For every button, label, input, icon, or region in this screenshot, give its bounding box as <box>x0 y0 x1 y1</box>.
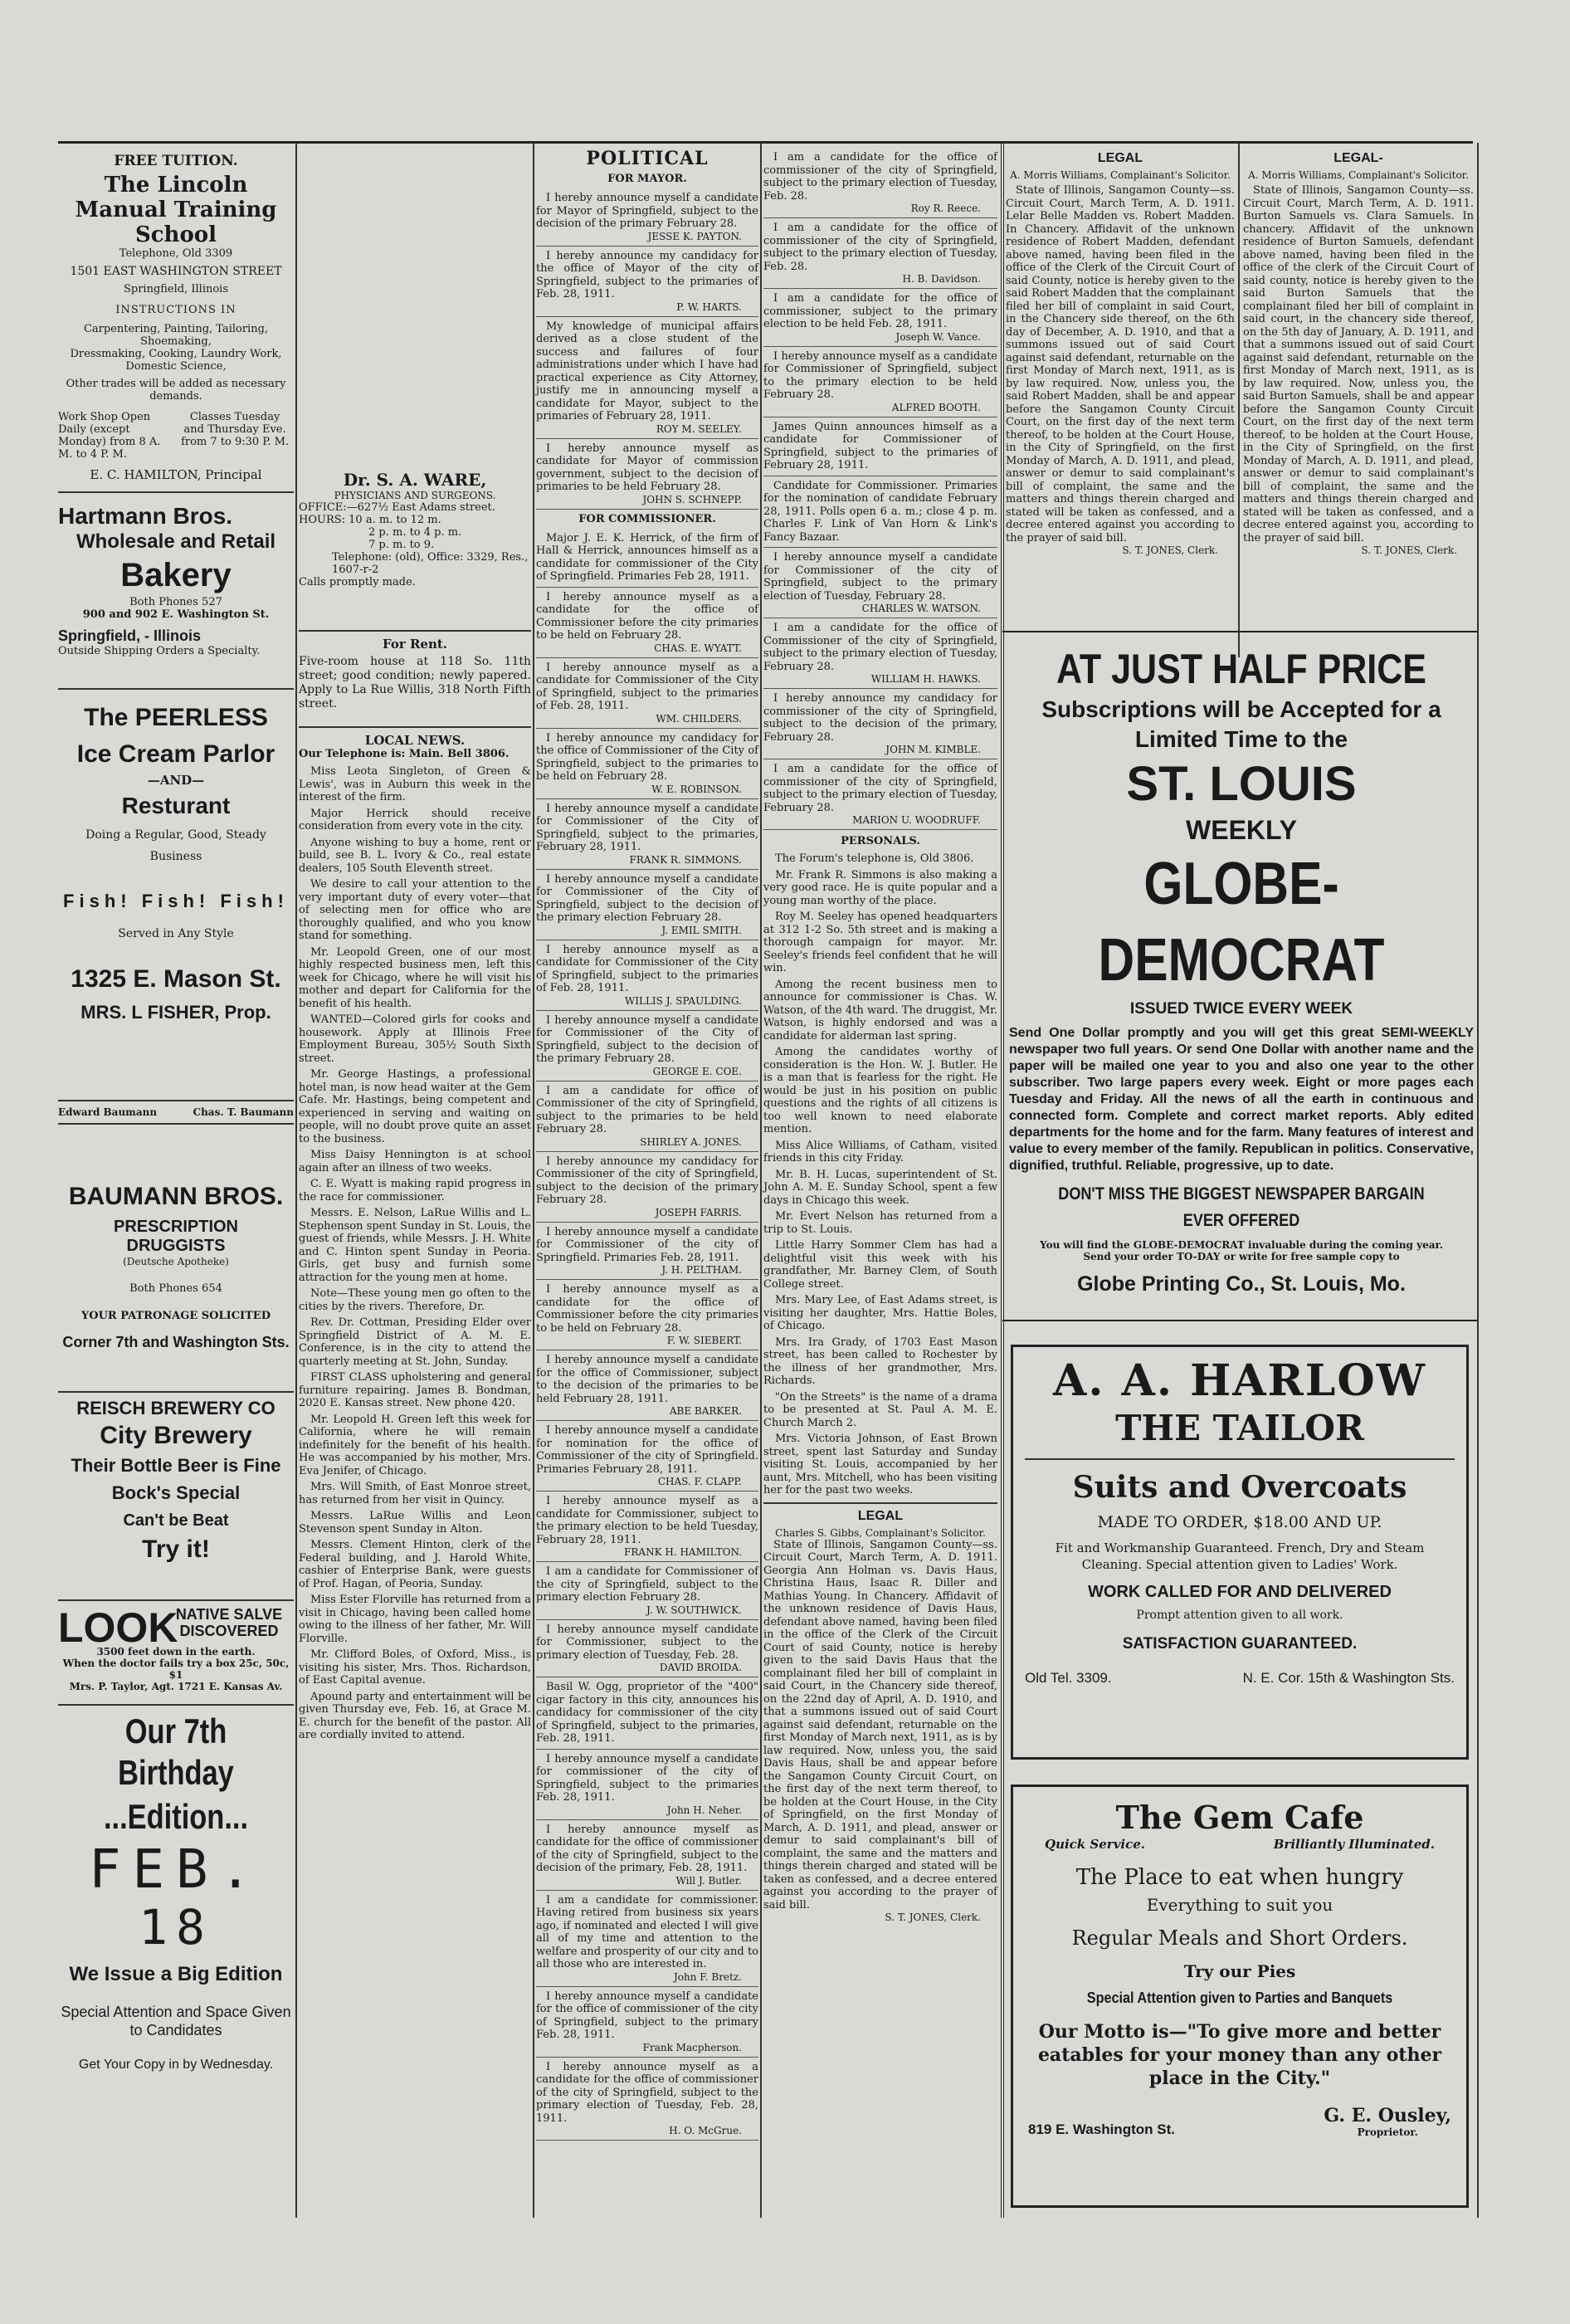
candidate-name: FRANK H. HAMILTON. <box>624 1546 742 1558</box>
school-name: The Lincoln Manual Training School <box>75 173 277 247</box>
announcement-text: Candidate for Commissioner. Primaries for the nomination of candidate February 28, 1911. Polls open 6 a. m.; close 4 p. m. Charles F. Link of Van Horn & Link's Fancy Bazaar. <box>763 479 997 544</box>
bday-l2: ...Edition... <box>103 1797 249 1836</box>
announcement-text: I hereby announce myself a candidate for the office of commissioner of the city of Springfield, subject to the primary Feb. 28, 1911. <box>536 1990 758 2041</box>
bakery-l1: Hartmann Bros. <box>58 503 233 529</box>
announcement-text: I hereby announce myself as a candidate for Commissioner of the City of Springfield, subject to the primaries of Feb. 28, 1911. <box>536 943 758 994</box>
announcement-text: I am a candidate for Commissioner of the city of Springfield, subject to the primary election February 28. <box>536 1565 758 1604</box>
school-note: Other trades will be added as necessary demands. <box>66 378 286 403</box>
col4-legal-body: State of Illinois, Sangamon County—ss. Circuit Court, March Term, A. D. 1911. Georgia Ann Holman vs. Davis Haus, Christina Haus, Isaac R. Diller and Mathias Young. In Chancery. Affidavit of the unknown residence of Davis Haus, defendant above named, having been filed in the office of the Clerk of the Circuit Court of said County, notice is hereby given to the said Davis Haus that the complainant filed her bill of complaint in said Court, in the Chancery side thereof, on the 22nd day of April, A. D. 1910, and that a summons issued out of said Court against said defendant, returnable on the first Monday of March next, 1911, as is by law required. Now, unless you, the said Davis Haus, shall be and appear before the Sangamon County Circuit Court, on the first day of the next term thereof, to be holden at the Court House, in the City of Springfield, on the first Monday of March, A. D. 1911, and plead, answer or demur to said complainant's bill of complaint, the same and the matters and things therein charged and stated will be taken as confessed, and a decree entered against you according to the prayer of said bill. <box>763 1538 997 1911</box>
brew-l5: Can't be Beat <box>123 1511 229 1530</box>
candidate-announcement <box>536 1891 758 1987</box>
candidate-name: JOHN S. SCHNEPP. <box>642 493 742 505</box>
candidate-name: Roy R. Reece. <box>910 203 981 214</box>
harlow-l8: SATISFACTION GUARANTEED. <box>1122 1635 1358 1653</box>
candidate-announcement <box>536 1081 758 1152</box>
candidate-announcement <box>536 1421 758 1492</box>
personals-head: PERSONALS. <box>841 835 920 847</box>
gem-l4: The Place to eat when hungry <box>1075 1865 1404 1890</box>
candidate-name: J. H. PELTHAM. <box>661 1264 742 1276</box>
salve-big: LOOK <box>58 1604 178 1651</box>
news-item: Mr. Clifford Boles, of Oxford, Miss., is visiting his sister, Mrs. Thos. Richardson, of East Capital avenue. <box>299 1648 531 1687</box>
candidate-name: WILLIAM H. HAWKS. <box>870 673 981 685</box>
news-item: Mrs. Ira Grady, of 1703 East Mason street, has been called to Rochester by the illness of her grandmother, Mrs. Richards. <box>763 1335 997 1387</box>
legal2-sig: S. T. JONES, Clerk. <box>1361 544 1457 556</box>
news-item: Miss Leota Singleton, of Green & Lewis', was in Auburn this week in the interest of the firm. <box>299 765 531 803</box>
forrent-head: For Rent. <box>382 637 448 652</box>
personals-list <box>763 852 997 1497</box>
salve-l1: NATIVE SALVE DISCOVERED <box>175 1606 283 1639</box>
harlow-l5: Fit and Workmanship Guaranteed. French, Dry and Steam Cleaning. Special attention given to Ladies' Work. <box>1055 1540 1425 1572</box>
school-phone: Telephone, Old 3309 <box>119 247 233 260</box>
announcement-text: I hereby announce myself as a candidate for the office of Commissioner before the city primaries to be held on February 28. <box>536 590 758 642</box>
candidate-name: Frank Macpherson. <box>642 2041 742 2053</box>
school-tag: FREE TUITION. <box>114 153 238 169</box>
globe-l1: AT JUST HALF PRICE <box>1056 646 1426 692</box>
ware-hours2: 2 p. m. to 4 p. m. <box>368 526 462 539</box>
col4-legal-sol: Charles S. Gibbs, Complainant's Solicitor. <box>775 1526 986 1539</box>
gem-owner <box>1324 2105 1451 2138</box>
comm-head: FOR COMMISSIONER. <box>578 512 716 525</box>
announcement-text: I hereby announce myself a candidate for the office of Commissioner, subject to the decision of the primaries to be held February 28, 1911. <box>536 1354 758 1405</box>
globe-l2: Subscriptions will be Accepted for a Limited Time to the <box>1041 696 1441 752</box>
birthday-ad <box>58 1706 294 2072</box>
candidate-name: JESSE K. PAYTON. <box>647 230 742 242</box>
ic-l1: The PEERLESS <box>84 704 268 731</box>
globe-bottom-rule <box>1002 1320 1477 1321</box>
announcement-text: I hereby announce myself a candidate for Commissioner of the city of Springfield, subject to the primary election of Tuesday, February 28. <box>763 551 997 603</box>
candidate-announcement <box>536 799 758 870</box>
column-rule <box>1477 143 1479 2218</box>
candidate-announcement <box>536 1677 758 1750</box>
candidate-announcement <box>536 1152 758 1223</box>
school-line1: Carpentering, Painting, Tailoring, Shoemaking, <box>83 323 269 348</box>
announcement-text: James Quinn announces himself as a candidate for Commissioner of Springfield, subject to the primaries of February 28, 1911. <box>763 420 997 471</box>
news-item: Major Herrick should receive consideration from every vote in the city. <box>299 807 531 832</box>
candidate-name: H. O. McGrue. <box>669 2125 742 2136</box>
legal1-sig: S. T. JONES, Clerk. <box>1122 544 1218 556</box>
candidate-announcement <box>536 1350 758 1421</box>
globe-l8: You will find the GLOBE-DEMOCRAT invaluable during the coming year. Send your order TO-DAY or write for free sample copy to <box>1040 1239 1443 1262</box>
candidate-name: P. W. HARTS. <box>676 300 742 313</box>
globe-l6: ISSUED TWICE EVERY WEEK <box>1129 1000 1353 1018</box>
baumann-l4: Both Phones 654 <box>129 1282 222 1295</box>
candidate-name: MARION U. WOODRUFF. <box>852 814 981 826</box>
mayor-head: FOR MAYOR. <box>607 173 687 185</box>
brewery-ad <box>58 1393 294 1601</box>
col4-legal-sig: S. T. JONES, Clerk. <box>885 1911 981 1923</box>
school-line3: Domestic Science, <box>125 360 227 373</box>
localnews-head: LOCAL NEWS. <box>364 733 466 748</box>
globe-l5: GLOBE-DEMOCRAT <box>1098 851 1385 994</box>
column-1 <box>58 148 294 493</box>
candidate-announcement <box>763 347 997 417</box>
school-city: Springfield, Illinois <box>123 283 229 295</box>
candidate-announcement <box>536 188 758 247</box>
news-item: Mr. Leopold Green, one of our most highly respected business men, left this week for Chicago, where he will visit his mother and depart for California for the benefit of his health. <box>299 945 531 1010</box>
harlow-l10: N. E. Cor. 15th & Washington Sts. <box>1242 1670 1455 1686</box>
brew-l1: REISCH BREWERY CO <box>76 1398 275 1418</box>
announcement-text: I hereby announce myself as a candidate for the office of Commissioner before the city primaries to be held on February 28. <box>536 1283 758 1335</box>
candidate-announcement <box>763 476 997 549</box>
candidate-name: J. W. SOUTHWICK. <box>646 1604 742 1616</box>
bday-l6: Special Attention and Space Given to Candidates <box>61 2004 291 2038</box>
ware-hours3: 7 p. m. to 9. <box>368 539 435 551</box>
candidate-announcement <box>536 247 758 317</box>
announcement-text: I hereby announce my candidacy for the office of Commissioner of the City of Springfield, subject to the primaries to be held on February 28. <box>536 731 758 783</box>
col4-candidates <box>763 148 997 830</box>
school-principal: E. C. HAMILTON, Principal <box>90 467 262 482</box>
news-item: Miss Daisy Hennington is at school again after an illness of two weeks. <box>299 1149 531 1174</box>
baumann-l5: YOUR PATRONAGE SOLICITED <box>80 1310 271 1322</box>
comm-list <box>536 529 758 2141</box>
candidate-name: H. B. Davidson. <box>902 273 981 285</box>
candidate-name: CHAS. E. WYATT. <box>654 642 742 654</box>
announcement-text: I am a candidate for the office of commissioner of the city of Springfield, subject to the primary election of Tuesday, Feb. 28. <box>763 151 997 203</box>
announcement-text: I hereby announce myself as a candidate for Commissioner of Springfield, subject to the primary election to be held February 28. <box>763 349 997 401</box>
announcement-text: I hereby announce myself as candidate for Mayor of commission government, subject to the decision of primaries to be held February 28. <box>536 442 758 493</box>
announcement-text: I am a candidate for the office of commissioner, subject to the primary election to be held Feb. 28, 1911. <box>763 292 997 330</box>
candidate-announcement <box>536 940 758 1011</box>
news-item: Anyone wishing to buy a home, rent or build, see B. L. Ivory & Co., real estate dealers, 105 South Eleventh street. <box>299 836 531 875</box>
announcement-text: I hereby announce myself a candidate for Commissioner of the City of Springfield, subject to the decision of the primary election February 28. <box>536 872 758 924</box>
gem-l5: Everything to suit you <box>1146 1895 1334 1915</box>
school-ad <box>58 148 294 493</box>
news-item: Mrs. Victoria Johnson, of East Brown street, spent last Saturday and Sunday visiting St. Louis, accompanied by her aunt, Mrs. Mitchell, who has been visiting her for the past two weeks. <box>763 1433 997 1496</box>
candidate-name: CHARLES W. WATSON. <box>861 603 981 614</box>
candidate-name: SHIRLEY A. JONES. <box>640 1135 742 1148</box>
news-item: Mrs. Will Smith, of East Monroe street, has returned from her visit in Quincy. <box>299 1481 531 1506</box>
news-item: Among the candidates worthy of consideration is the Hon. W. J. Butler. He is a man that is fearless for the right. He would be just in his position on public questions and the rights of all citizens is too well known to need elaborate mention. <box>763 1046 997 1135</box>
gem-sub <box>1028 1837 1451 1852</box>
news-item: FIRST CLASS upholstering and general furniture repairing. James B. Bondman, 2020 E. Kansas street. New phone 420. <box>299 1371 531 1409</box>
local-news <box>299 733 531 1742</box>
gem-l2: Quick Service. <box>1045 1837 1146 1852</box>
salve-l3: When the doctor fails try a box 25c, 50c, $1 <box>62 1658 290 1681</box>
candidate-announcement <box>536 729 758 799</box>
gem-l10: 819 E. Washington St. <box>1028 2121 1175 2137</box>
candidate-name: JOSEPH FARRIS. <box>655 1206 742 1218</box>
announcement-text: I hereby announce myself as candidate for the office of commissioner of the city of Springfield, subject to the decision of the primary, Feb. 28, 1911. <box>536 1823 758 1874</box>
news-item: Messrs. E. Nelson, LaRue Willis and L. Stephenson spent Sunday in St. Louis, the guest of friends, while Messrs. J. H. White and C. Hinton spent Sunday in Peoria. Girls, get busy and furnish some attraction for the young men at home. <box>299 1207 531 1284</box>
announcement-text: My knowledge of municipal affairs derived as a close student of the success and failures of four administrations under which I have had practical experience as City Attorney, justify me in announcing myself a candidate for Mayor, subject to the primaries of February 28, 1911. <box>536 320 758 422</box>
baumann-l2: PRESCRIPTION DRUGGISTS <box>113 1218 239 1255</box>
column-rule <box>1001 143 1004 2218</box>
announcement-text: I hereby announce my candidacy for the office of Mayor of the city of Springfield, subject to the primaries of Feb. 28, 1911. <box>536 249 758 300</box>
candidate-announcement <box>763 218 997 289</box>
candidate-announcement <box>536 1987 758 2058</box>
baumann-l3: (Deutsche Apotheke) <box>123 1256 229 1267</box>
column-rule <box>533 143 534 2218</box>
ware-name: Dr. S. A. WARE, <box>343 470 487 490</box>
candidate-announcement <box>536 870 758 940</box>
news-item: The Forum's telephone is, Old 3806. <box>775 852 974 865</box>
announcement-text: Basil W. Ogg, proprietor of the "400" cigar factory in this city, announces his candidacy for commissioner of the city of Springfield, subject to the primaries, Feb. 28, 1911. <box>536 1681 758 1745</box>
legal-bottom-rule <box>1002 631 1477 632</box>
bday-l3: FEB. <box>88 1839 264 1901</box>
bakery-l6: Springfield, - Illinois <box>58 627 202 644</box>
candidate-name: Will J. Butler. <box>675 1874 742 1887</box>
candidate-announcement <box>536 317 758 439</box>
legal2-head: LEGAL- <box>1334 151 1383 165</box>
candidate-name: ROY M. SEELEY. <box>656 422 742 435</box>
ware-title: PHYSICIANS AND SURGEONS. <box>334 490 496 501</box>
news-item: Mr. B. H. Lucas, superintendent of St. John A. M. E. Sunday School, spent a few days in Chicago this week. <box>763 1168 997 1207</box>
news-item: Mrs. Mary Lee, of East Adams street, is visiting her daughter, Mrs. Hattie Boles, of Chicago. <box>763 1294 997 1332</box>
news-item: Miss Ester Florville has returned from a visit in Chicago, having been called home owing to the illness of her father, Mr. Will Florville. <box>299 1594 531 1645</box>
ads-column <box>58 498 294 2072</box>
candidate-announcement <box>763 148 997 218</box>
candidate-name: WM. CHILDERS. <box>656 712 742 725</box>
legal2-body: State of Illinois, Sangamon County—ss. Circuit Court, March Term, A. D. 1911. Burton Samuels vs. Clara Samuels. In chancery. Affidavit of the unknown residence of Burton Samuels, defendant above named, having been filed in the office of the clerk of the Circuit Court of said county, notice is hereby given to the said Burton Samuels that the complainant filed her bill of complaint in said court, in the chancery side thereof, on the 5th day of January, A. D. 1911, and that a summons issued out of said Court against said defendant, returnable on the first Monday of March next, 1911, as is by law required. Now, unless you, the said Burton Samuels, shall be and appear before the Sangamon County Circuit Court, on the first day of the next term thereof, to be holden at the Court House, in the City of Springfield, on the first Monday of March, A. D. 1911, and plead, answer or demur to said complainant's bill of complaint, the same and the matters and things therein charged and stated will be taken as confessed, and a decree entered against you, according to the prayer of said bill. <box>1243 184 1474 544</box>
candidate-announcement <box>763 548 997 618</box>
news-item: Apound party and entertainment will be given Thursday eve, Feb. 16, at Grace M. E. church for the benefit of the pastor. All are cordially invited to attend. <box>299 1690 531 1741</box>
news-item: Messrs. Clement Hinton, clerk of the Federal building, and J. Harold White, cashier of Enterprise Bank, were guests of Prof. Hagan, of Peoria, Sunday. <box>299 1539 531 1590</box>
harlow-ad <box>1011 1345 1469 1760</box>
bakery-l3: Bakery <box>120 557 232 593</box>
announcement-text: I hereby announce myself as a candidate for Commissioner, subject to the primary election to be held Tuesday, February 28, 1911. <box>536 1495 758 1546</box>
globe-l3: ST. LOUIS <box>1126 757 1357 811</box>
gem-l1: The Gem Cafe <box>1115 1799 1364 1836</box>
mayor-list <box>536 188 758 510</box>
candidate-name: Joseph W. Vance. <box>895 330 981 343</box>
column-3 <box>536 148 758 2141</box>
announcement-text: I hereby announce myself as a candidate for the office of commissioner of the city of Springfield, subject to the primary election of Tuesday, Feb. 28, 1911. <box>536 2060 758 2125</box>
candidate-announcement <box>763 618 997 689</box>
gem-l9: Our Motto is—"To give more and better eatables for your money than any other place in the City." <box>1037 2021 1442 2089</box>
salve-l2: 3500 feet down in the earth. <box>96 1646 256 1658</box>
school-shop: Work Shop Open Daily (except Monday) from 8 A. M. to 4 P. M. <box>58 411 161 461</box>
candidate-announcement <box>763 417 997 476</box>
salve-ad <box>58 1601 294 1706</box>
legal-1 <box>1006 148 1235 646</box>
announcement-text: I am a candidate for the office of Commissioner of the city of Springfield, subject to the primary election of Tuesday, February 28. <box>763 622 997 673</box>
gem-l3: Brilliantly Illuminated. <box>1273 1837 1435 1852</box>
political-head: POLITICAL <box>586 148 709 169</box>
candidate-announcement <box>536 1011 758 1081</box>
announcement-text: I am a candidate for office of Commissioner of the city of Springfield, subject to the primaries to be held February 28. <box>536 1084 758 1135</box>
announcement-text: I hereby announce myself candidate for Commissioner, subject to the primary election of Tuesday, Feb. 28. <box>536 1623 758 1662</box>
top-rule <box>58 141 1473 144</box>
salve-l4: Mrs. P. Taylor, Agt. 1721 E. Kansas Av. <box>69 1681 283 1692</box>
ic-l4: Resturant <box>121 793 231 818</box>
legal1-body: State of Illinois, Sangamon County—ss. Circuit Court, March Term, A. D. 1911. Lelar Belle Madden vs. Robert Madden. In Chancery. Affidavit of the unknown residence of Robert Madden, defendant above named, having been filed in the office of the Clerk of the Circuit Court of said County, notice is hereby given to the said Robert Madden that the complainant filed her bill of complaint in said Court, in the Chancery side thereof, on the 6th day of December, A. D. 1910, and that a summons issued out of said Court against said defendant, returnable on the first Monday of March next, 1911, as is by law required. Now, unless you, the said Robert Madden, shall be and appear before the Sangamon County Circuit Court, on the first day of the next term thereof, to be holden at the Court House, in the City of Springfield, on the first Monday of March, A. D. 1911, and plead, answer or demur to said complainant's bill of complaint, the same and the matters and things therein charged and stated will be taken as confessed, and a decree entered against you according to the prayer of said bill. <box>1006 184 1235 544</box>
candidate-announcement <box>763 689 997 759</box>
harlow-l2: THE TAILOR <box>1115 1408 1364 1448</box>
brew-l3: Their Bottle Beer is Fine <box>71 1455 281 1476</box>
column-rule <box>760 143 762 2218</box>
bakery-ad <box>58 498 294 690</box>
announcement-text: I am a candidate for commissioner. Having retired from business six years ago, if nominated and elected I will give all of my time and attention to the welfare and prosperity of our city and to all those who are interested in. <box>536 1893 758 1970</box>
col4-legal-head: LEGAL <box>857 1508 904 1523</box>
candidate-name: DAVID BROIDA. <box>659 1662 742 1673</box>
news-item: Mr. Evert Nelson has returned from a trip to St. Louis. <box>763 1210 997 1236</box>
announcement-text: Major J. E. K. Herrick, of the firm of Hall & Herrick, announces himself as a candidate for commissioner of the City of Springfield. Primaries Feb 28, 1911. <box>536 531 758 583</box>
localnews-phone: Our Telephone is: Main. Bell 3806. <box>299 748 510 760</box>
candidate-announcement <box>536 1620 758 1678</box>
column-rule <box>1238 143 1240 657</box>
candidate-name: John H. Neher. <box>666 1804 742 1816</box>
ic-l9: MRS. L FISHER, Prop. <box>80 1002 271 1023</box>
ware-hours1: HOURS: 10 a. m. to 12 m. <box>299 514 441 526</box>
news-item: Rev. Dr. Cottman, Presiding Elder over Springfield District of A. M. E. Conference, is in the city to attend the quarterly meeting at St. John, Sunday. <box>299 1316 531 1368</box>
candidate-announcement <box>536 1562 758 1620</box>
gem-l12: Proprietor. <box>1357 2126 1418 2138</box>
ic-l6: Fish! Fish! Fish! <box>63 891 289 911</box>
harlow-l4: MADE TO ORDER, $18.00 AND UP. <box>1097 1513 1382 1531</box>
announcement-text: I hereby announce myself a candidate for Commissioner of the City of Springfield, subject to the decision of the primary February 28. <box>536 1013 758 1065</box>
brew-l4: Bock's Special <box>111 1482 241 1503</box>
gem-l7: Try our Pies <box>1183 1961 1296 1981</box>
candidate-announcement <box>536 529 758 588</box>
candidate-name: GEORGE E. COE. <box>652 1065 742 1077</box>
globe-ad <box>1009 643 1474 1296</box>
news-item: Little Harry Sommer Clem has had a delightful visit this week with his grandfather, Mr. Barney Clem, of South College street. <box>763 1239 997 1291</box>
localnews-list <box>299 765 531 1742</box>
candidate-name: CHAS. F. CLAPP. <box>657 1476 742 1487</box>
globe-body: Send One Dollar promptly and you will get this great SEMI-WEEKLY newspaper two full years. Or send One Dollar with another name and the paper will be mailed one year to you and also one year to the other subscriber. Two large papers every week. Eight or more pages each Tuesday and Friday. All the news of all the earth in continuous and connected form. Complete and correct market reports. Ably edited departments for the home and for the farm. Many features of interest and value to every member of the family. Republican in politics. Conservative, dignified, truthful. Reliable, progressive, up to date. <box>1009 1026 1474 1173</box>
baumann-n2: Chas. T. Baumann <box>193 1106 294 1118</box>
bakery-l2: Wholesale and Retail <box>76 530 276 553</box>
candidate-name: W. E. ROBINSON. <box>651 783 742 795</box>
gem-l11: G. E. Ousley, <box>1324 2105 1451 2126</box>
candidate-announcement <box>536 1750 758 1820</box>
announcement-text: I am a candidate for the office of commissioner of the city of Springfield, subject to the primary election of Tuesday, Feb. 28. <box>763 222 997 273</box>
candidate-name: WILLIS J. SPAULDING. <box>624 994 742 1007</box>
candidate-name: FRANK R. SIMMONS. <box>629 853 742 866</box>
news-item: "On the Streets" is the name of a drama to be presented at St. Paul A. M. E. Church March 2. <box>763 1390 997 1429</box>
announcement-text: I hereby announce myself a candidate for Commissioner of the city of Springfield. Primaries Feb. 28, 1911. <box>536 1225 758 1264</box>
news-item: Mr. George Hastings, a professional hotel man, is now head waiter at the Gem Cafe. Mr. Hastings, being competent and experienced in serving and waiting on people, will no doubt prove quite an asset to the business. <box>299 1068 531 1145</box>
ware-card <box>299 465 531 632</box>
candidate-announcement <box>536 1820 758 1891</box>
baumann-names <box>58 1106 294 1118</box>
announcement-text: I hereby announce myself as a candidate for Commissioner of the City of Springfield, subject to the primaries of Feb. 28, 1911. <box>536 661 758 712</box>
baumann-l1: BAUMANN BROS. <box>68 1183 284 1210</box>
candidate-announcement <box>763 759 997 830</box>
candidate-name: John F. Bretz. <box>673 1970 742 1983</box>
candidate-announcement <box>536 658 758 729</box>
harlow-l1: A. A. HARLOW <box>1052 1355 1427 1406</box>
gem-ad <box>1011 1784 1469 2208</box>
announcement-text: I hereby announce myself a candidate for Mayor of Springfield, subject to the decision of the primary February 28. <box>536 192 758 230</box>
bakery-l4: Both Phones 527 <box>129 596 222 608</box>
announcement-text: I hereby announce my candidacy for commissioner of the city of Springfield, subject to the decision of the primary, February 28. <box>763 692 997 744</box>
news-item: WANTED—Colored girls for cooks and housework. Apply at Illinois Free Employment Bureau, 305½ South Sixth street. <box>299 1013 531 1065</box>
legal1-sol: A. Morris Williams, Complainant's Solicitor. <box>1010 169 1231 181</box>
candidate-announcement <box>536 439 758 510</box>
candidate-name: F. W. SIEBERT. <box>666 1335 742 1346</box>
column-4 <box>763 148 997 1928</box>
brew-l6: Try it! <box>142 1536 210 1563</box>
legal1-head: LEGAL <box>1097 151 1143 165</box>
school-instr: INSTRUCTIONS IN <box>115 304 236 316</box>
candidate-name: J. EMIL SMITH. <box>661 924 742 936</box>
announcement-text: I hereby announce myself a candidate for commissioner of the city of Springfield, subject to the primaries Feb. 28, 1911. <box>536 1752 758 1804</box>
candidate-announcement <box>536 1492 758 1562</box>
baumann-n1: Edward Baumann <box>58 1106 158 1118</box>
ic-l7: Served in Any Style <box>118 927 234 940</box>
icecream-ad <box>58 690 294 1101</box>
announcement-text: I hereby announce myself a candidate for Commissioner of the City of Springfield, subject to the primaries, February 28, 1911. <box>536 802 758 853</box>
forrent-ad <box>299 632 531 728</box>
school-street: 1501 EAST WASHINGTON STREET <box>70 265 282 278</box>
school-classes: Classes Tuesday and Thursday Eve. from 7 to 9:30 P. M. <box>181 411 290 448</box>
globe-l4: WEEKLY <box>1186 815 1297 845</box>
candidate-name: JOHN M. KIMBLE. <box>885 744 981 755</box>
gem-l6: Regular Meals and Short Orders. <box>1071 1926 1408 1950</box>
announcement-text: I am a candidate for the office of commissioner of the city of Springfield, subject to the primary election of Tuesday, February 28. <box>763 763 997 814</box>
ware-tel: Telephone: (old), Office: 3329, Res., 1607-r-2 <box>332 551 529 576</box>
harlow-l9: Old Tel. 3309. <box>1025 1670 1112 1686</box>
baumann-ad <box>58 1101 294 1393</box>
ic-l3: —AND— <box>147 773 205 788</box>
bday-l1: Our 7th Birthday <box>118 1711 234 1792</box>
bday-l5: We Issue a Big Edition <box>69 1963 283 1985</box>
globe-l7: DON'T MISS THE BIGGEST NEWSPAPER BARGAIN EVER OFFERED <box>1058 1184 1425 1230</box>
news-item: Among the recent business men to announce for commissioner is Chas. W. Watson, of the 4th ward. The druggist, Mr. Watson, is highly endorsed and was a candidate for alderman last spring. <box>763 978 997 1042</box>
brew-l2: City Brewery <box>100 1422 252 1449</box>
candidate-name: ALFRED BOOTH. <box>891 401 981 413</box>
announcement-text: I hereby announce my candidacy for Commissioner of the city of Springfield, subject to the decision of the primary February 28. <box>536 1155 758 1206</box>
ic-l2: Ice Cream Parlor <box>76 740 275 768</box>
harlow-l7: Prompt attention given to all work. <box>1136 1609 1343 1622</box>
harlow-footer <box>1025 1670 1455 1687</box>
ic-l8: 1325 E. Mason St. <box>71 965 281 993</box>
ware-office: OFFICE:—627½ East Adams street. <box>299 501 495 514</box>
legal2-sol: A. Morris Williams, Complainant's Solicitor. <box>1248 169 1469 181</box>
bakery-l5: 900 and 902 E. Washington St. <box>82 608 270 621</box>
candidate-announcement <box>536 588 758 658</box>
news-item: Messrs. LaRue Willis and Leon Stevenson spent Sunday in Alton. <box>299 1510 531 1536</box>
news-item: We desire to call your attention to the very important duty of every voter—that of selecting men for office who are thoroughly qualified, and who you know stand for something. <box>299 878 531 942</box>
announcement-text: I hereby announce myself a candidate for nomination for the office of Commissioner of the city of Springfield. Primaries February 28, 1911. <box>536 1424 758 1476</box>
candidate-announcement <box>536 1223 758 1281</box>
forrent-body: Five-room house at 118 So. 11th street; good condition; newly papered. Apply to La Rue Willis, 318 North Fifth street. <box>299 655 531 710</box>
news-item: Mr. Frank R. Simmons is also making a very good race. He is quite popular and a young man worthy of the place. <box>763 868 997 907</box>
legal-2 <box>1243 148 1474 646</box>
candidate-name: ABE BARKER. <box>669 1405 742 1417</box>
harlow-l3: Suits and Overcoats <box>1072 1470 1407 1505</box>
candidate-announcement <box>536 2058 758 2141</box>
news-item: Roy M. Seeley has opened headquarters at 312 1-2 So. 5th street and is making a thorough campaign for mayor. Mr. Seeley's friends feel confident that he will win. <box>763 911 997 974</box>
globe-l9: Globe Printing Co., St. Louis, Mo. <box>1077 1272 1406 1296</box>
news-item: Mr. Leopold H. Green left this week for California, where he will remain indefinitely for the benefit of his health. He was accompanied by his mother, Mrs. Eva Jenifer, of Chicago. <box>299 1413 531 1477</box>
baumann-l6: Corner 7th and Washington Sts. <box>62 1334 290 1350</box>
bakery-l7: Outside Shipping Orders a Specialty. <box>58 645 261 657</box>
gem-footer <box>1028 2105 1451 2138</box>
candidate-announcement <box>763 289 997 347</box>
bday-l4: 18 <box>139 1899 213 1955</box>
column-2 <box>299 465 531 1745</box>
news-item: C. E. Wyatt is making rapid progress in the race for commissioner. <box>299 1178 531 1204</box>
news-item: Note—These young men go often to the cities by the rivers. Therefore, Dr. <box>299 1287 531 1313</box>
candidate-announcement <box>536 1280 758 1350</box>
news-item: Miss Alice Williams, of Catham, visited friends in this city Friday. <box>763 1139 997 1164</box>
gem-l8: Special Attention given to Parties and Banquets <box>1086 1990 1393 2006</box>
column-rule <box>295 143 297 2218</box>
harlow-l6: WORK CALLED FOR AND DELIVERED <box>1088 1583 1392 1601</box>
school-line2: Dressmaking, Cooking, Laundry Work, <box>70 348 282 360</box>
ware-calls: Calls promptly made. <box>299 576 416 588</box>
ic-l5: Doing a Regular, Good, Steady Business <box>85 828 266 863</box>
bday-l7: Get Your Copy in by Wednesday. <box>78 2058 274 2072</box>
